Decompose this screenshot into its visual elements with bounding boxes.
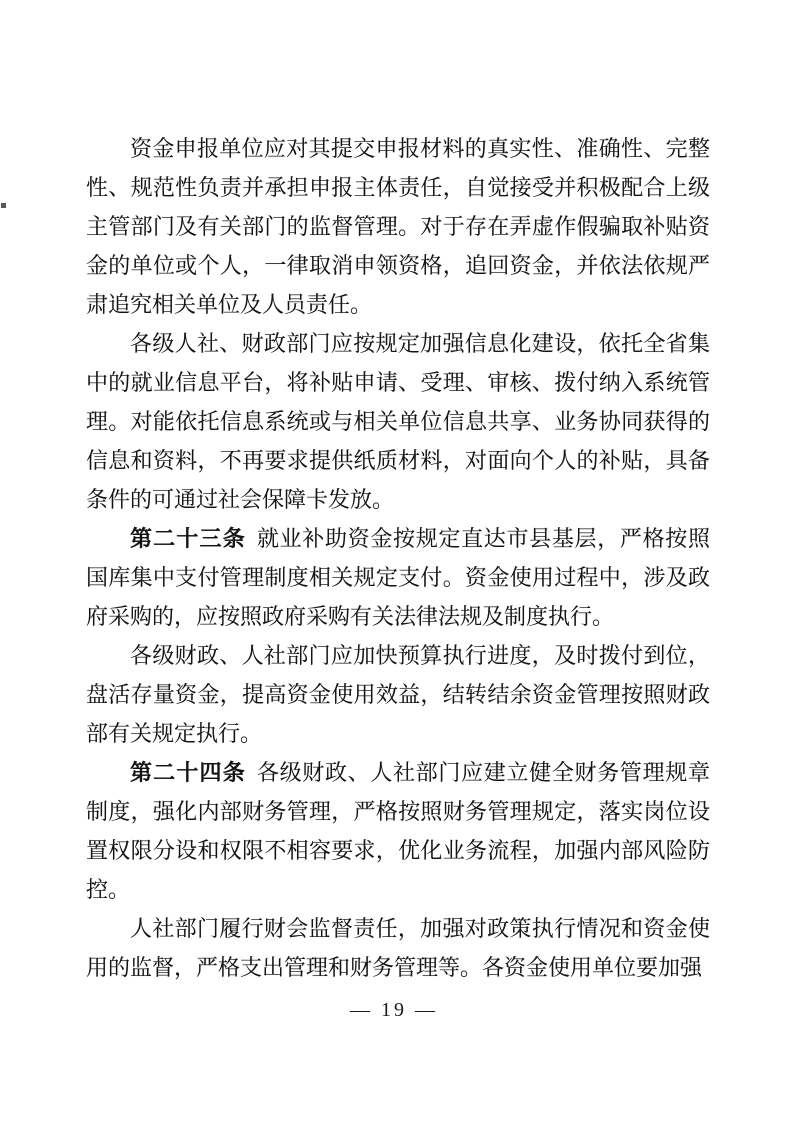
article-23-number: 第二十三条 bbox=[130, 526, 246, 551]
page-number: — 19 — bbox=[350, 999, 438, 1021]
document-body bbox=[86, 129, 710, 987]
paragraph-article-24 bbox=[86, 753, 710, 909]
article-24-text: 各级财政、人社部门应建立健全财务管理规章制度，强化内部财务管理，严格按照财务管理规定，落实岗位设置权限分设和权限不相容要求，优化业务流程，加强内部风险防控。 bbox=[86, 760, 710, 902]
scan-artifact-dot bbox=[1, 203, 6, 208]
paragraph-declaration-responsibility: 资金申报单位应对其提交申报材料的真实性、准确性、完整性、规范性负责并承担申报主体责任，自觉接受并积极配合上级主管部门及有关部门的监督管理。对于存在弄虚作假骗取补贴资金的单位或个人，一律取消申领资格，追回资金，并依法依规严肃追究相关单位及人员责任。 bbox=[86, 136, 710, 317]
paragraph-information-platform: 各级人社、财政部门应按规定加强信息化建设，依托全省集中的就业信息平台，将补贴申请、受理、审核、拨付纳入系统管理。对能依托信息系统或与相关单位信息共享、业务协同获得的信息和资料，不再要求提供纸质材料，对面向个人的补贴，具备条件的可通过社会保障卡发放。 bbox=[86, 331, 710, 512]
article-24-number: 第二十四条 bbox=[130, 760, 246, 785]
paragraph-supervision: 人社部门履行财会监督责任，加强对政策执行情况和资金使用的监督，严格支出管理和财务管理等。各资金使用单位要加强 bbox=[86, 916, 710, 980]
page-footer bbox=[0, 999, 788, 1022]
paragraph-budget-execution: 各级财政、人社部门应加快预算执行进度，及时拨付到位，盘活存量资金，提高资金使用效益，结转结余资金管理按照财政部有关规定执行。 bbox=[86, 643, 710, 746]
article-23-text: 就业补助资金按规定直达市县基层，严格按照国库集中支付管理制度相关规定支付。资金使用过程中，涉及政府采购的，应按照政府采购有关法律法规及制度执行。 bbox=[86, 526, 710, 629]
paragraph-article-23 bbox=[86, 519, 710, 636]
